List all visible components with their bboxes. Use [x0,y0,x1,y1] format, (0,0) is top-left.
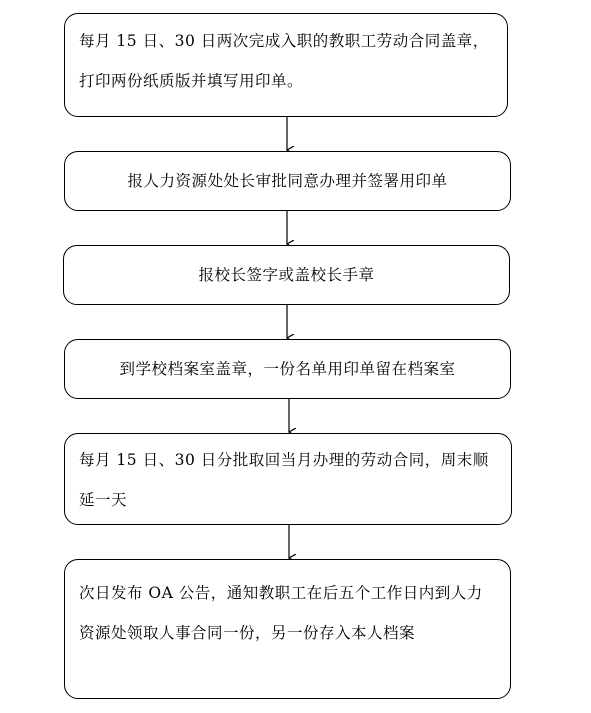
flow-step-5 [64,433,512,525]
flow-step-1 [64,13,508,117]
flow-step-2-text: 报人力资源处处长审批同意办理并签署用印单 [127,172,448,190]
flow-step-5-text: 每月 15 日、30 日分批取回当月办理的劳动合同，周末顺延一天 [79,451,489,509]
flow-step-3-text: 报校长签字或盖校长手章 [198,266,375,284]
flow-step-2 [64,151,511,211]
flow-step-6-text: 次日发布 OA 公告，通知教职工在后五个工作日内到人力资源处领取人事合同一份，另一份存入本人档案 [79,584,483,642]
flow-step-3 [63,245,510,305]
flow-step-4 [64,339,511,399]
flow-step-1-text: 每月 15 日、30 日两次完成入职的教职工劳动合同盖章，打印两份纸质版并填写用印单。 [79,32,489,90]
flow-step-4-text: 到学校档案室盖章，一份名单用印单留在档案室 [119,360,456,378]
flow-step-6 [64,559,511,699]
